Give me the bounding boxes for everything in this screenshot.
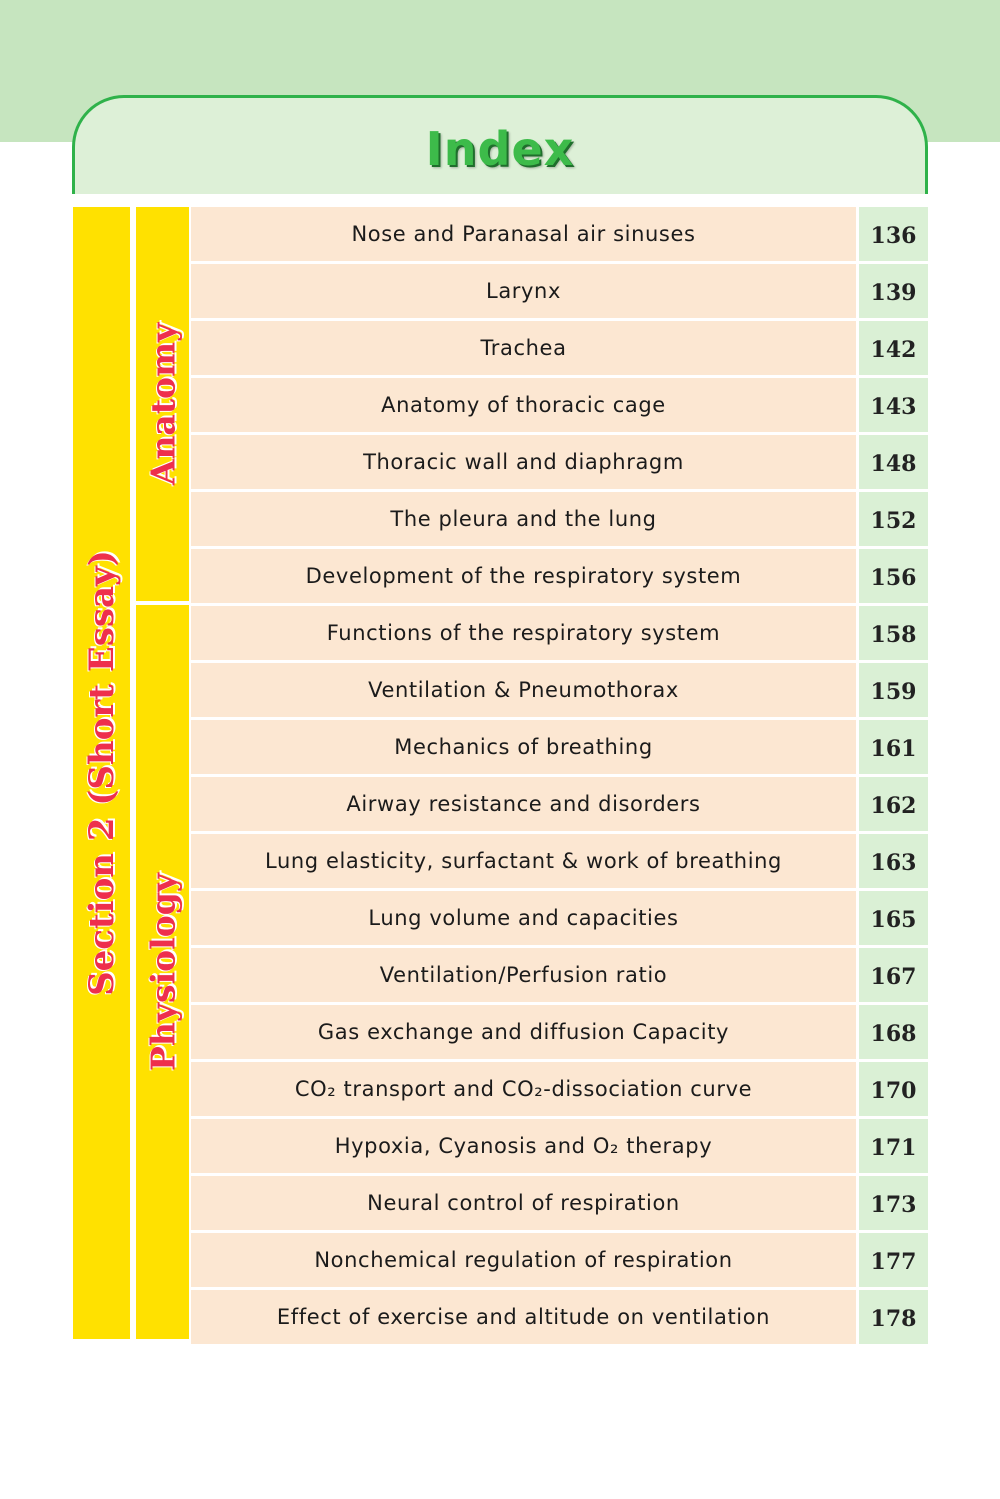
index-topic: Trachea <box>191 321 856 375</box>
group-bar-anatomy <box>136 207 189 601</box>
index-topic: Ventilation & Pneumothorax <box>191 663 856 717</box>
index-row[interactable] <box>191 492 928 546</box>
index-topic: Gas exchange and diffusion Capacity <box>191 1005 856 1059</box>
index-page-number: 178 <box>859 1290 928 1344</box>
index-topic: Effect of exercise and altitude on ventilation <box>191 1290 856 1344</box>
index-row[interactable] <box>191 891 928 945</box>
index-page-number: 148 <box>859 435 928 489</box>
index-row[interactable] <box>191 549 928 603</box>
index-row[interactable] <box>191 834 928 888</box>
index-row[interactable] <box>191 663 928 717</box>
index-page-number: 136 <box>859 207 928 261</box>
index-row[interactable] <box>191 948 928 1002</box>
index-page-number: 158 <box>859 606 928 660</box>
page-title: Index <box>425 122 575 176</box>
index-page-number: 139 <box>859 264 928 318</box>
index-page-number: 173 <box>859 1176 928 1230</box>
index-row[interactable] <box>191 720 928 774</box>
index-row[interactable] <box>191 777 928 831</box>
index-row[interactable] <box>191 1005 928 1059</box>
index-page-number: 152 <box>859 492 928 546</box>
index-row[interactable] <box>191 378 928 432</box>
index-page-number: 143 <box>859 378 928 432</box>
index-topic: Neural control of respiration <box>191 1176 856 1230</box>
index-topic: Anatomy of thoracic cage <box>191 378 856 432</box>
index-page-number: 163 <box>859 834 928 888</box>
index-page-number: 161 <box>859 720 928 774</box>
index-page-number: 177 <box>859 1233 928 1287</box>
index-row[interactable] <box>191 1062 928 1116</box>
index-row[interactable] <box>191 321 928 375</box>
index-topic: Larynx <box>191 264 856 318</box>
index-topic: Nose and Paranasal air sinuses <box>191 207 856 261</box>
group-label-physiology: Physiology <box>143 873 182 1071</box>
index-page-number: 171 <box>859 1119 928 1173</box>
index-page-number: 162 <box>859 777 928 831</box>
section-label: Section 2 (Short Essay) <box>81 550 122 996</box>
index-page-number: 156 <box>859 549 928 603</box>
index-topic: Ventilation/Perfusion ratio <box>191 948 856 1002</box>
group-label-anatomy: Anatomy <box>143 322 182 486</box>
index-page-number: 159 <box>859 663 928 717</box>
index-row[interactable] <box>191 1176 928 1230</box>
title-tab <box>72 95 928 194</box>
index-page-number: 167 <box>859 948 928 1002</box>
index-topic: Hypoxia, Cyanosis and O₂ therapy <box>191 1119 856 1173</box>
index-page-number: 170 <box>859 1062 928 1116</box>
index-row[interactable] <box>191 435 928 489</box>
index-topic: Airway resistance and disorders <box>191 777 856 831</box>
index-topic: Functions of the respiratory system <box>191 606 856 660</box>
index-topic: CO₂ transport and CO₂-dissociation curve <box>191 1062 856 1116</box>
index-page-number: 142 <box>859 321 928 375</box>
index-page-number: 168 <box>859 1005 928 1059</box>
index-topic: Nonchemical regulation of respiration <box>191 1233 856 1287</box>
index-row[interactable] <box>191 1233 928 1287</box>
index-topic: Mechanics of breathing <box>191 720 856 774</box>
index-topic: The pleura and the lung <box>191 492 856 546</box>
index-topic: Thoracic wall and diaphragm <box>191 435 856 489</box>
index-topic: Lung elasticity, surfactant & work of breathing <box>191 834 856 888</box>
index-row[interactable] <box>191 1290 928 1344</box>
section-label-bar <box>73 207 130 1339</box>
group-bar-physiology <box>136 605 189 1339</box>
index-topic: Lung volume and capacities <box>191 891 856 945</box>
index-topic: Development of the respiratory system <box>191 549 856 603</box>
index-table <box>191 207 928 1347</box>
index-row[interactable] <box>191 207 928 261</box>
index-row[interactable] <box>191 1119 928 1173</box>
index-row[interactable] <box>191 606 928 660</box>
index-page-number: 165 <box>859 891 928 945</box>
index-row[interactable] <box>191 264 928 318</box>
